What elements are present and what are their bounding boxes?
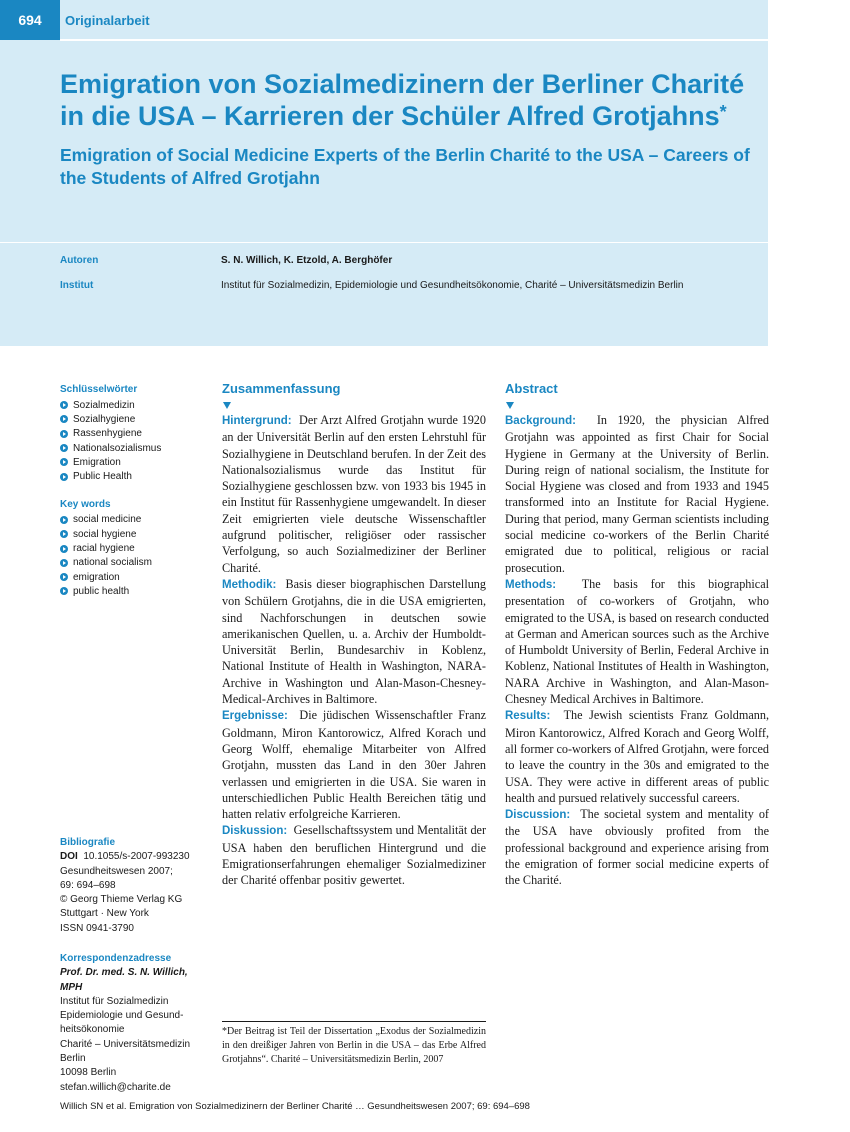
keyword-item xyxy=(60,412,210,426)
keyword-text: racial hygiene xyxy=(73,543,135,555)
abstract-german xyxy=(222,380,486,889)
keyword-item xyxy=(60,556,210,570)
bibliography-heading: Bibliografie xyxy=(60,837,116,848)
institute-label: Institut xyxy=(60,280,94,291)
bibliography-line: ISSN 0941-3790 xyxy=(60,922,134,934)
correspondence-line: Berlin xyxy=(60,1053,86,1065)
abstract-paragraph xyxy=(222,412,486,576)
section-text: The societal system and mentality of the USA have obviously profited from the professional background and experience arising from the emigration of former social medicine experts of the Charité. xyxy=(505,807,769,888)
top-bar-divider xyxy=(60,39,768,41)
arrow-down-icon xyxy=(506,402,514,409)
article-title-german xyxy=(60,68,760,132)
keyword-item xyxy=(60,527,210,541)
keywords-german-list xyxy=(60,398,210,484)
footnote: *Der Beitrag ist Teil der Dissertation „Exodus der Sozialmedizin in den dreißiger Jahren von Berlin in die USA – das Erbe Alfred Grotjahns“. Charité – Universitätsmedizin Berlin, 2007 xyxy=(222,1026,486,1066)
section-text: The basis for this biographical presentation of co-workers of Grotjahn, who emigrated to the USA, is based on research conducted at German and American sources such as the Archive of Humboldt University of Berlin, Federal Archive in Koblenz, National Institutes of Health in Washington, NARA Archive in Washington, and Alan-Mason-Chesney Medical Archives in Baltimore. xyxy=(505,576,769,707)
section-text: Gesellschaftssystem und Mentalität der USA haben den beruflichen Hintergrund und die Emigrationserfahrungen ehemaliger Sozialmediziner der Charité offenbar positiv gewertet. xyxy=(222,823,487,888)
section-text: Basis dieser biographischen Darstellung von Schülern Grotjahns, die in die USA emigrierten, sind Nachforschungen in deutschen sowie amerikanischen Quellen, u. a. Archiv der Humboldt-Universität Berlin, Bundesarchiv in Koblenz, National Institute of Health in Washington, NARA-Archive in Washington und Alan-Mason-Chesney-Medical-Archives in Baltimore. xyxy=(222,576,486,707)
keywords-sidebar xyxy=(60,384,210,599)
section-text: In 1920, the physician Alfred Grotjahn was appointed as first Chair for Social Hygiene in Germany at the University of Berlin. During reign of national socialism, the Institute for Social Hygiene was closed and from 1933 and 1945 transformed into an Institute for Racial Hygiene. During that period, many German scientists including social medicine co-workers of the Berlin Charité emigrated due to political, religious or racial prosecution. xyxy=(505,413,769,575)
keyword-item xyxy=(60,455,210,469)
section-text: Die jüdischen Wissenschaftler Franz Goldmann, Miron Kantorowicz, Alfred Korach und Georg Wolff, ehemalige Mitarbeiter von Alfred Grotjahn, mussten das Land in den 30er Jahren verlassen und emigrierten in die USA. Sie waren in unterschiedlichen Public Health Bereichen tätig und hatten relativ erfolgreiche Karrieren. xyxy=(222,708,486,822)
doi-link[interactable]: 10.1055/s-2007-993230 xyxy=(83,851,190,863)
bullet-arrow-icon xyxy=(60,530,68,538)
bullet-arrow-icon xyxy=(60,458,68,466)
section-label: Methods: xyxy=(505,578,557,591)
section-label: Hintergrund: xyxy=(222,415,292,427)
running-footer: Willich SN et al. Emigration von Sozialmedizinern der Berliner Charité … Gesundheitswesen 2007; 69: 694–698 xyxy=(60,1101,530,1112)
bullet-arrow-icon xyxy=(60,516,68,524)
bullet-arrow-icon xyxy=(60,573,68,581)
keyword-text: Sozialmedizin xyxy=(73,399,135,411)
bibliography-line: 69: 694–698 xyxy=(60,879,116,891)
authors-label: Autoren xyxy=(60,255,99,266)
keywords-english-list xyxy=(60,513,210,599)
correspondence-block xyxy=(60,952,210,1095)
doi-label: DOI xyxy=(60,851,78,863)
page-number: 694 xyxy=(0,0,60,40)
keyword-text: Rassenhygiene xyxy=(73,428,142,440)
keyword-text: social medicine xyxy=(73,514,142,526)
abstract-paragraph xyxy=(222,822,486,888)
keyword-text: social hygiene xyxy=(73,528,137,540)
keywords-german-heading: Schlüsselwörter xyxy=(60,384,138,395)
keyword-text: Public Health xyxy=(73,471,132,483)
abstract-paragraph xyxy=(505,576,769,707)
keyword-item xyxy=(60,541,210,555)
keyword-text: public health xyxy=(73,585,130,597)
correspondence-line: 10098 Berlin xyxy=(60,1067,117,1079)
abstract-german-heading: Zusammenfassung xyxy=(222,381,341,396)
abstract-english-heading: Abstract xyxy=(505,381,558,396)
correspondence-line: Institut für Sozialmedizin xyxy=(60,995,169,1007)
top-bar xyxy=(0,0,768,40)
keyword-item xyxy=(60,513,210,527)
arrow-down-icon xyxy=(223,402,231,409)
bibliography-line: Stuttgart · New York xyxy=(60,908,149,920)
article-title-english: Emigration of Social Medicine Experts of the Berlin Charité to the USA – Careers of the Students of Alfred Grotjahn xyxy=(60,145,750,188)
keyword-text: national socialism xyxy=(73,557,152,569)
authors-value: S. N. Willich, K. Etzold, A. Berghöfer xyxy=(221,255,393,266)
abstract-paragraph xyxy=(222,576,486,707)
abstract-paragraph xyxy=(222,707,486,822)
correspondence-name: Prof. Dr. med. S. N. Willich, MPH xyxy=(60,967,188,993)
correspondence-heading: Korrespondenzadresse xyxy=(60,953,172,964)
bibliography-line: Gesundheitswesen 2007; xyxy=(60,865,173,877)
section-label: Ergebnisse: xyxy=(222,710,288,723)
keyword-text: Nationalsozialismus xyxy=(73,442,162,454)
keyword-item xyxy=(60,584,210,598)
keyword-item xyxy=(60,469,210,483)
section-label: Originalarbeit xyxy=(65,12,150,28)
footnote-divider xyxy=(222,1021,486,1022)
correspondence-line: Epidemiologie und Gesund- xyxy=(60,1010,184,1022)
doi-line xyxy=(60,850,210,864)
section-label: Methodik: xyxy=(222,578,277,591)
abstract-paragraph xyxy=(505,806,769,888)
correspondence-line: heitsökonomie xyxy=(60,1024,125,1036)
abstract-paragraph xyxy=(505,707,769,806)
keyword-item xyxy=(60,441,210,455)
correspondence-email-link[interactable]: stefan.willich@charite.de xyxy=(60,1081,171,1093)
bullet-arrow-icon xyxy=(60,401,68,409)
bullet-arrow-icon xyxy=(60,559,68,567)
section-label: Background: xyxy=(505,415,576,427)
keyword-text: Emigration xyxy=(73,456,121,468)
section-text: Der Arzt Alfred Grotjahn wurde 1920 an der Universität Berlin auf den ersten Lehrstuhl für Sozialhygiene in Deutschland berufen. In der Zeit des Nationalsozialismus wurde das Institut für Sozialhygiene geschlossen bzw. von 1933 bis 1945 in ein Institut für Rassenhygiene umgewandelt. In dieser Zeit emigrierten viele deutsche Wissenschaftler aufgrund politischer, religiöser oder rassischer Verfolgung, so auch Sozialmediziner der Berliner Charité. xyxy=(222,413,486,575)
keyword-item xyxy=(60,398,210,412)
institute-value: Institut für Sozialmedizin, Epidemiologie und Gesundheitsökonomie, Charité – Universitätsmedizin Berlin xyxy=(221,280,684,291)
keywords-english-heading: Key words xyxy=(60,498,111,510)
section-text: The Jewish scientists Franz Goldmann, Miron Kantorowicz, Alfred Korach and Georg Wolff, all former co-workers of Alfred Grotjahn, were forced to leave the country in the 30s and emigrated to the USA. They were active in different areas of public health and pursued relatively successful careers. xyxy=(505,708,769,805)
correspondence-line: Charité – Universitätsmedizin xyxy=(60,1038,191,1050)
section-label: Diskussion: xyxy=(222,825,288,838)
bibliography-block xyxy=(60,836,210,936)
keyword-item xyxy=(60,427,210,441)
bullet-arrow-icon xyxy=(60,587,68,595)
meta-divider xyxy=(0,242,768,243)
abstract-paragraph xyxy=(505,412,769,576)
section-label: Discussion: xyxy=(505,809,571,822)
title-german-text: Emigration von Sozialmedizinern der Berliner Charité in die USA – Karrieren der Schüler Alfred Grotjahns xyxy=(60,69,745,131)
section-label: Results: xyxy=(505,710,551,723)
keyword-text: emigration xyxy=(73,571,120,583)
keyword-item xyxy=(60,570,210,584)
keyword-text: Sozialhygiene xyxy=(73,413,136,425)
bullet-arrow-icon xyxy=(60,473,68,481)
bibliography-line: © Georg Thieme Verlag KG xyxy=(60,894,183,906)
bullet-arrow-icon xyxy=(60,415,68,423)
bullet-arrow-icon xyxy=(60,430,68,438)
bullet-arrow-icon xyxy=(60,444,68,452)
bullet-arrow-icon xyxy=(60,545,68,553)
abstract-english xyxy=(505,380,769,889)
title-footnote-marker: * xyxy=(719,102,727,122)
